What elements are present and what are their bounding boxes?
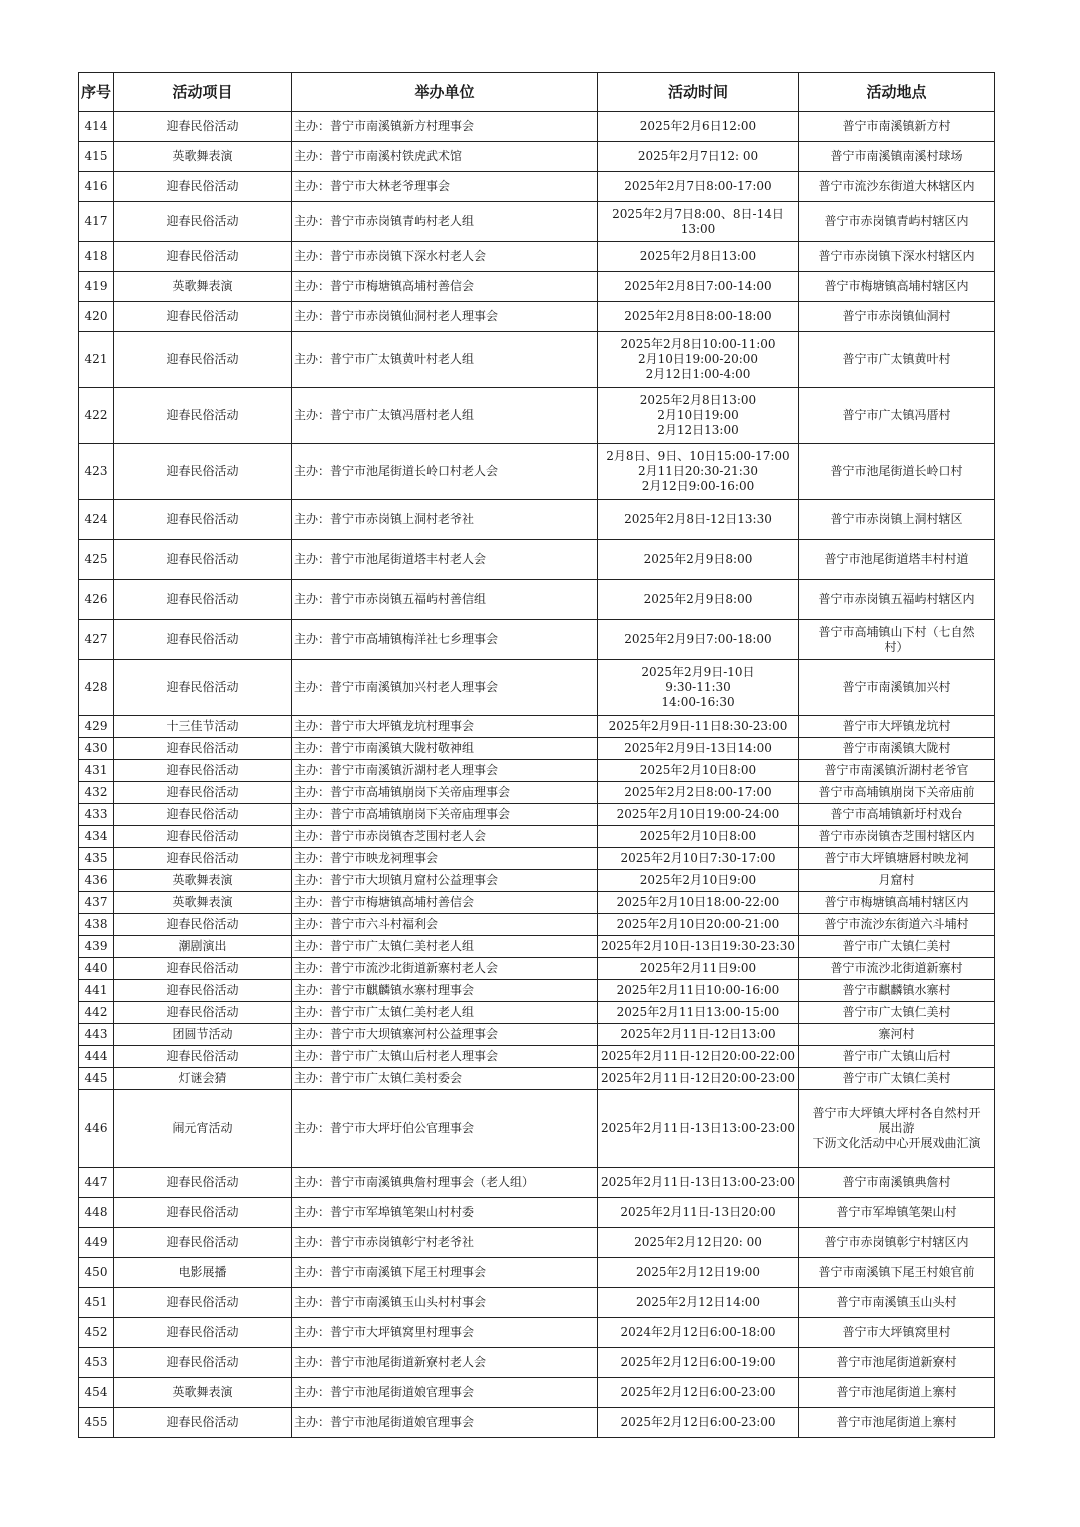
row-organizer: 主办：普宁市南溪村铁虎武术馆 [292,142,598,172]
row-time: 2025年2月12日6:00-23:00 [598,1408,799,1438]
row-project: 迎春民俗活动 [114,172,292,202]
row-time: 2025年2月11日-13日20:00 [598,1198,799,1228]
table-row [79,1348,995,1378]
row-organizer: 主办：普宁市赤岗镇上洞村老爷社 [292,500,598,540]
row-project: 迎春民俗活动 [114,1288,292,1318]
row-organizer: 主办：普宁市广太镇仁美村老人组 [292,1002,598,1024]
row-time: 2025年2月10日19:00-24:00 [598,804,799,826]
row-time: 2025年2月9日8:00 [598,540,799,580]
row-project: 迎春民俗活动 [114,540,292,580]
table-row [79,1198,995,1228]
row-place: 普宁市大坪镇窝里村 [799,1318,995,1348]
row-time: 2025年2月11日-12日13:00 [598,1024,799,1046]
row-project: 迎春民俗活动 [114,980,292,1002]
row-number: 436 [79,870,114,892]
row-organizer: 主办：普宁市广太镇山后村老人理事会 [292,1046,598,1068]
table-row [79,892,995,914]
row-organizer: 主办：普宁市大坪圩伯公官理事会 [292,1090,598,1168]
row-time: 2025年2月6日12:00 [598,112,799,142]
table-row [79,142,995,172]
row-project: 迎春民俗活动 [114,388,292,444]
row-project: 迎春民俗活动 [114,738,292,760]
row-time: 2025年2月11日-13日13:00-23:00 [598,1090,799,1168]
row-project: 迎春民俗活动 [114,1348,292,1378]
row-time: 2025年2月11日13:00-15:00 [598,1002,799,1024]
table-row [79,1228,995,1258]
row-organizer: 主办：普宁市池尾街道新寮村老人会 [292,1348,598,1378]
row-organizer: 主办：普宁市大坝镇月窟村公益理事会 [292,870,598,892]
row-project: 迎春民俗活动 [114,580,292,620]
row-number: 417 [79,202,114,242]
table-row [79,172,995,202]
table-header-row [79,73,995,112]
row-time: 2025年2月10日-13日19:30-23:30 [598,936,799,958]
row-project: 闹元宵活动 [114,1090,292,1168]
row-number: 431 [79,760,114,782]
row-project: 迎春民俗活动 [114,242,292,272]
row-number: 414 [79,112,114,142]
row-number: 427 [79,620,114,660]
row-number: 446 [79,1090,114,1168]
row-organizer: 主办：普宁市六斗村福利会 [292,914,598,936]
row-number: 444 [79,1046,114,1068]
row-organizer: 主办：普宁市广太镇仁美村老人组 [292,936,598,958]
row-place: 普宁市军埠镇笔架山村 [799,1198,995,1228]
row-time: 2025年2月10日18:00-22:00 [598,892,799,914]
row-project: 潮剧演出 [114,936,292,958]
row-organizer: 主办：普宁市南溪镇下尾王村理事会 [292,1258,598,1288]
row-number: 437 [79,892,114,914]
row-organizer: 主办：普宁市大林老爷理事会 [292,172,598,202]
row-time: 2025年2月12日6:00-23:00 [598,1378,799,1408]
row-project: 迎春民俗活动 [114,782,292,804]
row-time: 2025年2月10日20:00-21:00 [598,914,799,936]
row-project: 迎春民俗活动 [114,958,292,980]
table-row [79,332,995,388]
row-organizer: 主办：普宁市广太镇冯厝村老人组 [292,388,598,444]
row-number: 448 [79,1198,114,1228]
table-row [79,1378,995,1408]
row-place: 普宁市广太镇冯厝村 [799,388,995,444]
row-time: 2025年2月9日-11日8:30-23:00 [598,716,799,738]
table-row [79,848,995,870]
row-project: 迎春民俗活动 [114,1228,292,1258]
row-project: 迎春民俗活动 [114,760,292,782]
table-row [79,980,995,1002]
table-row [79,242,995,272]
row-time: 2025年2月9日8:00 [598,580,799,620]
table-row [79,1408,995,1438]
row-number: 435 [79,848,114,870]
row-project: 迎春民俗活动 [114,1318,292,1348]
row-number: 441 [79,980,114,1002]
row-organizer: 主办：普宁市高埔镇崩岗下关帝庙理事会 [292,804,598,826]
row-number: 443 [79,1024,114,1046]
row-place: 普宁市赤岗镇下深水村辖区内 [799,242,995,272]
row-time: 2025年2月11日10:00-16:00 [598,980,799,1002]
header-project: 活动项目 [114,73,292,112]
row-time: 2025年2月11日-12日20:00-22:00 [598,1046,799,1068]
row-number: 447 [79,1168,114,1198]
row-organizer: 主办：普宁市池尾街道长岭口村老人会 [292,444,598,500]
row-organizer: 主办：普宁市军埠镇笔架山村村委 [292,1198,598,1228]
row-organizer: 主办：普宁市南溪镇玉山头村村事会 [292,1288,598,1318]
row-project: 团圆节活动 [114,1024,292,1046]
row-number: 422 [79,388,114,444]
row-time: 2025年2月12日6:00-19:00 [598,1348,799,1378]
row-time: 2025年2月8日13:00 [598,242,799,272]
table-row [79,580,995,620]
row-time: 2025年2月11日-12日20:00-23:00 [598,1068,799,1090]
row-number: 416 [79,172,114,202]
row-time: 2025年2月12日19:00 [598,1258,799,1288]
row-place: 普宁市麒麟镇水寨村 [799,980,995,1002]
row-organizer: 主办：普宁市南溪镇加兴村老人理事会 [292,660,598,716]
table-body [79,112,995,1438]
table-row [79,388,995,444]
table-row [79,958,995,980]
table-row [79,1090,995,1168]
row-place: 普宁市梅塘镇高埔村辖区内 [799,272,995,302]
row-organizer: 主办：普宁市池尾街道娘官理事会 [292,1378,598,1408]
table-row [79,302,995,332]
row-time: 2025年2月10日9:00 [598,870,799,892]
row-time: 2025年2月9日7:00-18:00 [598,620,799,660]
row-place: 月窟村 [799,870,995,892]
table-row [79,1318,995,1348]
row-time: 2025年2月7日12: 00 [598,142,799,172]
row-organizer: 主办：普宁市梅塘镇高埔村善信会 [292,272,598,302]
row-place: 普宁市南溪镇南溪村球场 [799,142,995,172]
row-place: 普宁市南溪镇下尾王村娘官前 [799,1258,995,1288]
table-row [79,826,995,848]
row-number: 428 [79,660,114,716]
row-organizer: 主办：普宁市南溪镇沂湖村老人理事会 [292,760,598,782]
row-place: 普宁市南溪镇沂湖村老爷官 [799,760,995,782]
row-project: 迎春民俗活动 [114,620,292,660]
row-place: 普宁市高埔镇新圩村戏台 [799,804,995,826]
row-number: 420 [79,302,114,332]
row-organizer: 主办：普宁市赤岗镇青屿村老人组 [292,202,598,242]
row-place: 普宁市南溪镇典詹村 [799,1168,995,1198]
table-row [79,112,995,142]
row-project: 迎春民俗活动 [114,202,292,242]
row-time: 2025年2月11日-13日13:00-23:00 [598,1168,799,1198]
row-place: 普宁市大坪镇塘唇村映龙祠 [799,848,995,870]
row-number: 454 [79,1378,114,1408]
row-number: 430 [79,738,114,760]
row-number: 423 [79,444,114,500]
row-time: 2025年2月7日8:00、8日-14日 13:00 [598,202,799,242]
row-place: 普宁市流沙东街道大林辖区内 [799,172,995,202]
row-organizer: 主办：普宁市广太镇黄叶村老人组 [292,332,598,388]
row-time: 2025年2月10日8:00 [598,826,799,848]
row-place: 普宁市南溪镇玉山头村 [799,1288,995,1318]
row-organizer: 主办：普宁市南溪镇新方村理事会 [292,112,598,142]
row-place: 普宁市流沙东街道六斗埔村 [799,914,995,936]
row-place: 普宁市赤岗镇上洞村辖区 [799,500,995,540]
row-place: 普宁市赤岗镇五福屿村辖区内 [799,580,995,620]
row-project: 迎春民俗活动 [114,1408,292,1438]
row-number: 439 [79,936,114,958]
row-organizer: 主办：普宁市池尾街道塔丰村老人会 [292,540,598,580]
row-place: 普宁市南溪镇大陇村 [799,738,995,760]
row-number: 419 [79,272,114,302]
table-row [79,1068,995,1090]
table-row [79,870,995,892]
table-row [79,716,995,738]
row-time: 2025年2月11日9:00 [598,958,799,980]
row-place: 普宁市赤岗镇仙洞村 [799,302,995,332]
row-place: 普宁市池尾街道塔丰村村道 [799,540,995,580]
row-organizer: 主办：普宁市大坪镇窝里村理事会 [292,1318,598,1348]
row-time: 2025年2月8日-12日13:30 [598,500,799,540]
row-time: 2025年2月9日-13日14:00 [598,738,799,760]
row-project: 迎春民俗活动 [114,848,292,870]
row-time: 2025年2月12日14:00 [598,1288,799,1318]
row-organizer: 主办：普宁市广太镇仁美村委会 [292,1068,598,1090]
row-place: 普宁市赤岗镇杏芝围村辖区内 [799,826,995,848]
table-row [79,936,995,958]
row-project: 迎春民俗活动 [114,444,292,500]
row-number: 425 [79,540,114,580]
row-place: 寨河村 [799,1024,995,1046]
row-place: 普宁市大坪镇大坪村各自然村开 展出游 下沥文化活动中心开展戏曲汇演 [799,1090,995,1168]
table-row [79,1258,995,1288]
table-row [79,804,995,826]
row-time: 2025年2月8日7:00-14:00 [598,272,799,302]
row-project: 迎春民俗活动 [114,332,292,388]
table-row [79,660,995,716]
row-time: 2月8日、9日、10日15:00-17:00 2月11日20:30-21:30 2月12日9:00-16:00 [598,444,799,500]
row-number: 433 [79,804,114,826]
row-number: 438 [79,914,114,936]
table-row [79,914,995,936]
row-project: 迎春民俗活动 [114,302,292,332]
row-project: 迎春民俗活动 [114,660,292,716]
row-organizer: 主办：普宁市赤岗镇彰宁村老爷社 [292,1228,598,1258]
row-organizer: 主办：普宁市大坪镇龙坑村理事会 [292,716,598,738]
row-time: 2025年2月7日8:00-17:00 [598,172,799,202]
table-row [79,620,995,660]
row-organizer: 主办：普宁市麒麟镇水寨村理事会 [292,980,598,1002]
table-row [79,444,995,500]
row-place: 普宁市大坪镇龙坑村 [799,716,995,738]
row-place: 普宁市池尾街道上寨村 [799,1378,995,1408]
row-organizer: 主办：普宁市流沙北街道新寨村老人会 [292,958,598,980]
row-project: 迎春民俗活动 [114,112,292,142]
row-organizer: 主办：普宁市梅塘镇高埔村善信会 [292,892,598,914]
row-number: 415 [79,142,114,172]
header-number: 序号 [79,73,114,112]
table-row [79,738,995,760]
row-project: 迎春民俗活动 [114,826,292,848]
row-time: 2025年2月10日7:30-17:00 [598,848,799,870]
row-place: 普宁市广太镇仁美村 [799,936,995,958]
row-project: 英歌舞表演 [114,1378,292,1408]
row-project: 电影展播 [114,1258,292,1288]
activity-schedule-table [78,72,995,1438]
row-organizer: 主办：普宁市南溪镇典詹村理事会（老人组） [292,1168,598,1198]
table-row [79,1046,995,1068]
row-place: 普宁市池尾街道上寨村 [799,1408,995,1438]
row-number: 453 [79,1348,114,1378]
row-time: 2025年2月12日20: 00 [598,1228,799,1258]
row-project: 迎春民俗活动 [114,1002,292,1024]
row-organizer: 主办：普宁市赤岗镇杏芝围村老人会 [292,826,598,848]
row-organizer: 主办：普宁市映龙祠理事会 [292,848,598,870]
table-row [79,1168,995,1198]
row-number: 442 [79,1002,114,1024]
table-row [79,1024,995,1046]
row-place: 普宁市南溪镇新方村 [799,112,995,142]
row-organizer: 主办：普宁市大坝镇寨河村公益理事会 [292,1024,598,1046]
row-place: 普宁市南溪镇加兴村 [799,660,995,716]
table-row [79,202,995,242]
row-place: 普宁市池尾街道长岭口村 [799,444,995,500]
row-project: 迎春民俗活动 [114,1168,292,1198]
row-number: 426 [79,580,114,620]
row-number: 445 [79,1068,114,1090]
row-number: 432 [79,782,114,804]
row-number: 455 [79,1408,114,1438]
row-project: 迎春民俗活动 [114,1198,292,1228]
row-time: 2025年2月2日8:00-17:00 [598,782,799,804]
row-project: 英歌舞表演 [114,892,292,914]
row-project: 英歌舞表演 [114,272,292,302]
row-number: 451 [79,1288,114,1318]
row-place: 普宁市广太镇仁美村 [799,1002,995,1024]
row-number: 434 [79,826,114,848]
row-number: 418 [79,242,114,272]
row-place: 普宁市广太镇山后村 [799,1046,995,1068]
row-organizer: 主办：普宁市赤岗镇五福屿村善信组 [292,580,598,620]
row-number: 429 [79,716,114,738]
row-project: 灯谜会猜 [114,1068,292,1090]
row-place: 普宁市高埔镇崩岗下关帝庙前 [799,782,995,804]
row-place: 普宁市广太镇黄叶村 [799,332,995,388]
row-number: 449 [79,1228,114,1258]
table-row [79,760,995,782]
table-row [79,1288,995,1318]
table-row [79,782,995,804]
row-place: 普宁市赤岗镇彰宁村辖区内 [799,1228,995,1258]
row-number: 452 [79,1318,114,1348]
row-organizer: 主办：普宁市南溪镇大陇村敬神组 [292,738,598,760]
row-project: 迎春民俗活动 [114,500,292,540]
row-project: 英歌舞表演 [114,142,292,172]
table-row [79,272,995,302]
row-organizer: 主办：普宁市赤岗镇仙洞村老人理事会 [292,302,598,332]
row-place: 普宁市梅塘镇高埔村辖区内 [799,892,995,914]
row-number: 421 [79,332,114,388]
row-time: 2024年2月12日6:00-18:00 [598,1318,799,1348]
row-organizer: 主办：普宁市高埔镇崩岗下关帝庙理事会 [292,782,598,804]
row-place: 普宁市池尾街道新寮村 [799,1348,995,1378]
header-organizer: 举办单位 [292,73,598,112]
row-organizer: 主办：普宁市高埔镇梅洋社七乡理事会 [292,620,598,660]
header-time: 活动时间 [598,73,799,112]
row-organizer: 主办：普宁市赤岗镇下深水村老人会 [292,242,598,272]
row-time: 2025年2月10日8:00 [598,760,799,782]
row-project: 迎春民俗活动 [114,804,292,826]
header-place: 活动地点 [799,73,995,112]
row-project: 英歌舞表演 [114,870,292,892]
row-time: 2025年2月8日10:00-11:00 2月10日19:00-20:00 2月12日1:00-4:00 [598,332,799,388]
row-time: 2025年2月8日8:00-18:00 [598,302,799,332]
row-time: 2025年2月9日-10日 9:30-11:30 14:00-16:30 [598,660,799,716]
row-number: 440 [79,958,114,980]
table-row [79,540,995,580]
row-number: 424 [79,500,114,540]
row-place: 普宁市高埔镇山下村（七自然 村） [799,620,995,660]
row-organizer: 主办：普宁市池尾街道娘官理事会 [292,1408,598,1438]
row-number: 450 [79,1258,114,1288]
row-place: 普宁市流沙北街道新寨村 [799,958,995,980]
row-project: 迎春民俗活动 [114,914,292,936]
table-row [79,1002,995,1024]
row-place: 普宁市广太镇仁美村 [799,1068,995,1090]
row-project: 十三佳节活动 [114,716,292,738]
row-project: 迎春民俗活动 [114,1046,292,1068]
table-row [79,500,995,540]
row-place: 普宁市赤岗镇青屿村辖区内 [799,202,995,242]
row-time: 2025年2月8日13:00 2月10日19:00 2月12日13:00 [598,388,799,444]
